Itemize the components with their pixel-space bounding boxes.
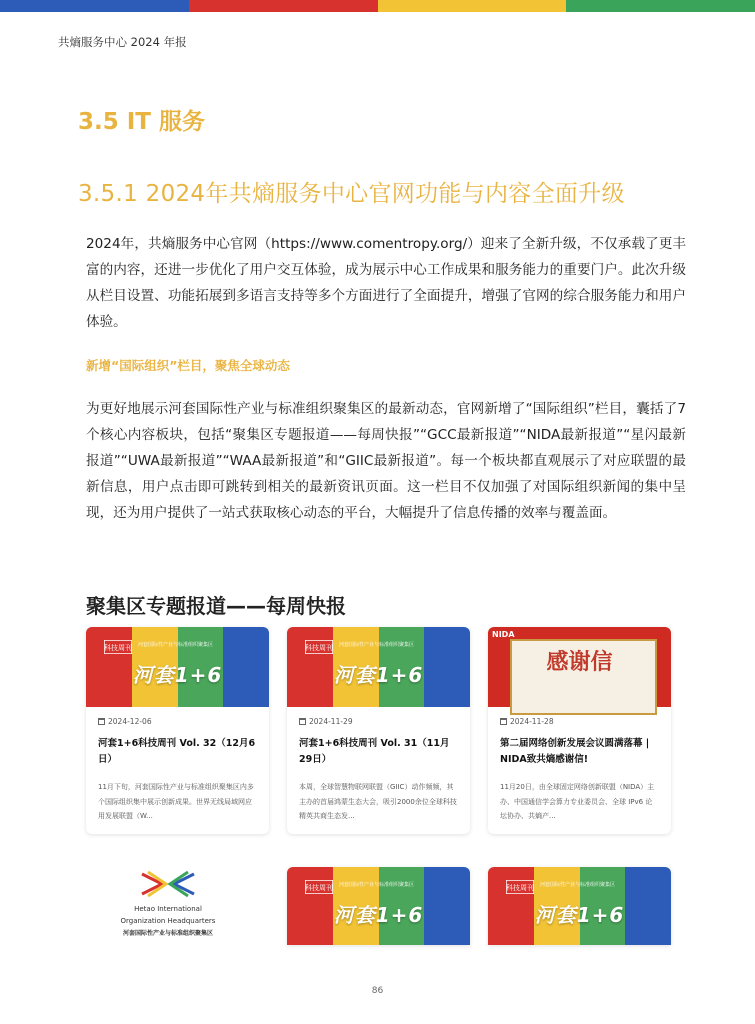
calendar-icon bbox=[299, 718, 306, 725]
banner-subtitle: 河套国际性产业与标准组织聚集区 bbox=[339, 642, 415, 648]
banner-subtitle: 河套国际性产业与标准组织聚集区 bbox=[540, 882, 616, 888]
svg-text:科技周刊: 科技周刊 bbox=[506, 884, 534, 892]
news-card[interactable] bbox=[488, 627, 671, 834]
thanks-letter-text: 感谢信 bbox=[546, 649, 613, 675]
card-date: 2024-11-29 bbox=[299, 717, 458, 726]
banner-text: 河套1+6 bbox=[534, 903, 625, 927]
svg-text:科技周刊: 科技周刊 bbox=[104, 644, 132, 652]
banner-text: 河套1+6 bbox=[132, 663, 223, 687]
weekly-banner-image bbox=[287, 867, 470, 945]
hetao-logo bbox=[98, 870, 238, 937]
svg-text:科技周刊: 科技周刊 bbox=[305, 644, 333, 652]
hetao-logo-icon bbox=[138, 870, 198, 898]
card-summary: 本周，全球智慧物联网联盟（GIIC）动作频频，其主办的首届鸿蒙生态大会，吸引2000余位全球科技精英共商生态发... bbox=[299, 783, 457, 820]
weekly-banner-image bbox=[287, 627, 470, 707]
weekly-banner-image bbox=[488, 867, 671, 945]
logo-english-line2: Organization Headquarters bbox=[120, 917, 216, 925]
logo-chinese: 河套国际性产业与标准组织聚集区 bbox=[122, 930, 213, 937]
nida-label: NIDA bbox=[492, 630, 515, 639]
calendar-icon bbox=[98, 718, 105, 725]
news-card[interactable] bbox=[287, 627, 470, 834]
card-summary: 11月下旬，河套国际性产业与标准组织聚集区内多个国际组织集中展示创新成果。世界无线局域网应用发展联盟（W... bbox=[98, 783, 254, 820]
banner-text: 河套1+6 bbox=[333, 663, 424, 687]
banner-logo-icon bbox=[506, 880, 534, 894]
running-header: 共熵服务中心 2024 年报 bbox=[58, 35, 187, 49]
thanks-letter-image bbox=[488, 627, 671, 707]
svg-text:科技周刊: 科技周刊 bbox=[305, 884, 333, 892]
card-title[interactable]: 河套1+6科技周刊 Vol. 32（12月6日） bbox=[98, 738, 256, 765]
card-title[interactable]: 第二届网络创新发展会议圆满落幕 | NIDA致共熵感谢信! bbox=[500, 738, 650, 765]
card-summary: 11月20日，由全球固定网络创新联盟（NIDA）主办、中国通信学会算力专业委员会、全球 IPv6 论坛协办、共熵产... bbox=[500, 783, 655, 820]
top-color-bar bbox=[0, 0, 755, 12]
news-card[interactable] bbox=[488, 867, 671, 945]
banner-text: 河套1+6 bbox=[333, 903, 424, 927]
intro-paragraph: 2024年，共熵服务中心官网（https://www.comentropy.org/）迎来了全新升级，不仅承载了更丰富的内容，还进一步优化了用户交互体验，成为展示中心工作成果和服务能力的重要门户。此次升级从栏目设置、功能拓展到多语言支持等多个方面进行了全面提升，增强了官网的综合服务能力和用户体验。 bbox=[86, 236, 686, 330]
card-title[interactable]: 河套1+6科技周刊 Vol. 31（11月29日） bbox=[299, 738, 450, 765]
calendar-icon bbox=[500, 718, 507, 725]
card-date: 2024-12-06 bbox=[98, 717, 257, 726]
banner-logo-icon bbox=[104, 640, 132, 654]
figure-title: 聚集区专题报道——每周快报 bbox=[86, 594, 346, 618]
feature-subhead: 新增“国际组织”栏目，聚焦全球动态 bbox=[86, 358, 290, 373]
page-number: 86 bbox=[371, 986, 384, 996]
section-heading: 3.5 IT 服务 bbox=[78, 109, 206, 135]
card-date: 2024-11-28 bbox=[500, 717, 659, 726]
logo-english-line1: Hetao International bbox=[134, 905, 202, 913]
news-card[interactable] bbox=[86, 627, 269, 834]
banner-subtitle: 河套国际性产业与标准组织聚集区 bbox=[339, 882, 415, 888]
news-card[interactable] bbox=[287, 867, 470, 945]
banner-logo-icon bbox=[305, 640, 333, 654]
weekly-banner-image bbox=[86, 627, 269, 707]
banner-subtitle: 河套国际性产业与标准组织聚集区 bbox=[138, 642, 214, 648]
subsection-heading: 3.5.1 2024年共熵服务中心官网功能与内容全面升级 bbox=[78, 181, 625, 207]
feature-paragraph: 为更好地展示河套国际性产业与标准组织聚集区的最新动态，官网新增了“国际组织”栏目，囊括了7个核心内容板块，包括“聚集区专题报道——每周快报”“GCC最新报道”“NIDA最新报道”“星闪最新报道”“UWA最新报道”“WAA最新报道”和“GIIC最新报道”。每一个板块都直观展示了对应联盟的最新信息，用户点击即可跳转到相关的最新资讯页面。这一栏目不仅加强了对国际组织新闻的集中呈现，还为用户提供了一站式获取核心动态的平台，大幅提升了信息传播的效率与覆盖面。 bbox=[86, 401, 686, 521]
banner-logo-icon bbox=[305, 880, 333, 894]
